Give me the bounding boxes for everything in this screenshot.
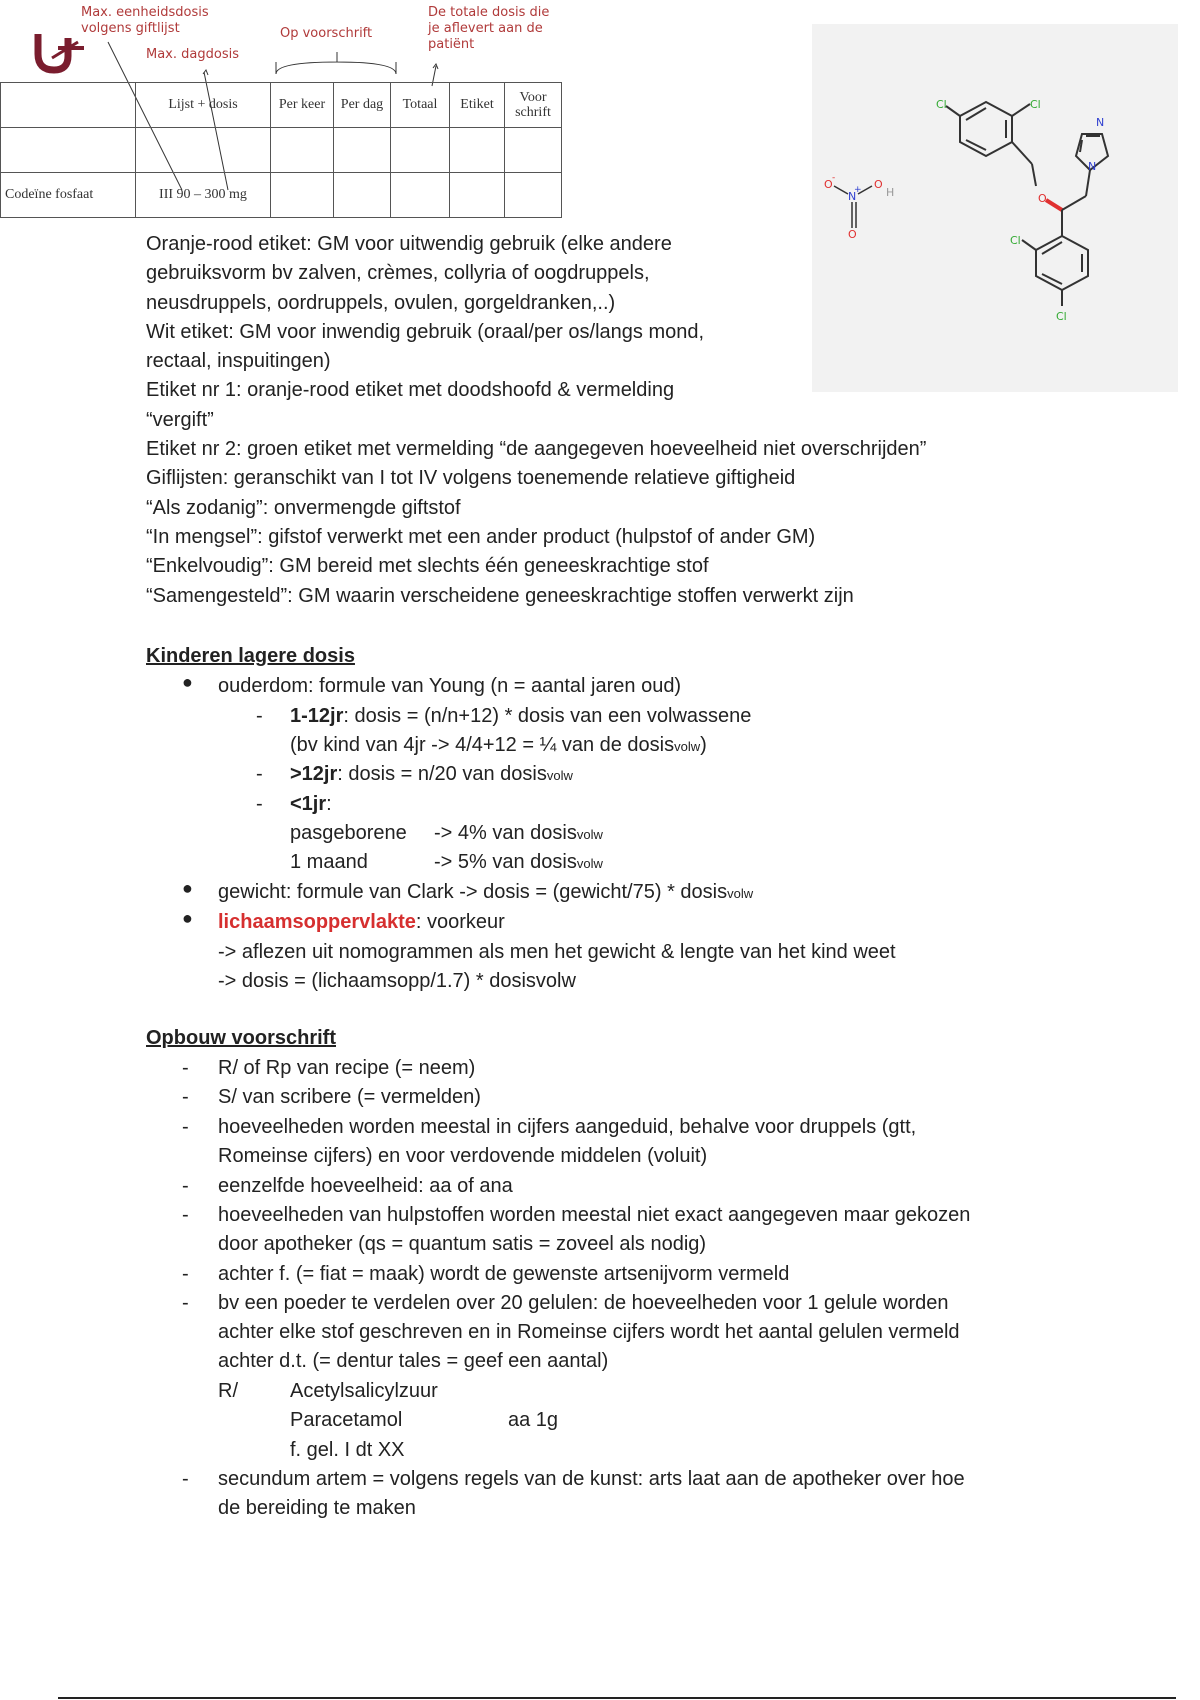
list-item: secundum artem = volgens regels van de kunst: arts laat aan de apotheker over hoe [218, 1468, 965, 1490]
age-range: >12jr [290, 763, 338, 785]
list-item: ouderdom: formule van Young (n = aantal jaren oud) [218, 675, 682, 697]
subscript: volw [576, 856, 603, 871]
section-heading-opbouw: Opbouw voorschrift [146, 1027, 336, 1049]
chlorine-atom-label: Cl [936, 98, 947, 111]
dash-marker: - [256, 763, 263, 785]
list-item [218, 908, 505, 937]
bullet-dot: ● [182, 908, 193, 928]
list-item: R/ of Rp van recipe (= neem) [218, 1057, 476, 1079]
list-item: hoeveelheden van hulpstoffen worden meestal niet exact aangegeven maar gekozen [218, 1204, 971, 1226]
recipe-line: Paracetamol [290, 1409, 403, 1431]
section-heading-kinderen: Kinderen lagere dosis [146, 645, 355, 667]
dash-marker: - [182, 1263, 189, 1285]
list-item-example [290, 731, 707, 761]
list-item-cont: Romeinse cijfers) en voor verdovende middelen (voluit) [218, 1145, 708, 1167]
nitrogen-atom-label: N [1088, 160, 1097, 173]
table-cell [271, 173, 334, 218]
text-line: gebruiksvorm bv zalven, crèmes, collyria of oogdruppels, [146, 262, 650, 285]
charge-plus: + [854, 185, 862, 195]
dash-marker: - [182, 1175, 189, 1197]
newborn-value [434, 819, 603, 849]
list-item: eenzelfde hoeveelheid: aa of ana [218, 1175, 513, 1197]
list-item: bv een poeder te verdelen over 20 gelulen: de hoeveelheden voor 1 gelule worden [218, 1292, 949, 1314]
subscript: volw [576, 827, 603, 842]
age-range: 1-12jr [290, 705, 344, 727]
nitrogen-atom-label: N [1096, 116, 1105, 129]
text-line: Giflijsten: geranschikt van I tot IV volgens toenemende relatieve giftigheid [146, 467, 796, 490]
list-item [290, 790, 332, 819]
table-row [1, 128, 562, 173]
charge-minus: - [832, 173, 836, 183]
subscript: volw [674, 739, 701, 754]
subscript: volw [727, 886, 754, 901]
chlorine-atom-label: Cl [1010, 234, 1021, 247]
recipe-r: R/ [218, 1380, 238, 1402]
oxygen-atom-label: O [1038, 192, 1047, 205]
table-header-total: Totaal [391, 83, 450, 128]
month-label: 1 maand [290, 851, 368, 873]
bottom-divider [58, 1697, 1176, 1699]
label-definitions [146, 230, 926, 611]
table-cell [334, 128, 391, 173]
chlorine-atom-label: Cl [1056, 310, 1067, 323]
table-cell-list-dose: III 90 – 300 mg [136, 173, 271, 218]
oxygen-atom-label: O [848, 228, 857, 241]
oxygen-atom-label: O [874, 178, 883, 191]
dash-marker: - [182, 1086, 189, 1108]
list-item [290, 760, 573, 790]
text-span: (bv kind van 4jr -> 4/4+12 = ¼ van de dosis [290, 734, 675, 756]
subscript: volw [546, 768, 573, 783]
chlorine-atom-label: Cl [1030, 98, 1041, 111]
text-line: Etiket nr 1: oranje-rood etiket met doodshoofd & vermelding [146, 379, 675, 402]
text-line: “vergift” [146, 408, 214, 431]
dash-marker: - [182, 1204, 189, 1226]
recipe-aa: aa 1g [508, 1409, 559, 1431]
list-item-detail: -> dosis = (lichaamsopp/1.7) * dosisvolw [218, 970, 576, 992]
newborn-label: pasgeborene [290, 822, 407, 844]
text-line: neusdruppels, oordruppels, ovulen, gorgeldranken,..) [146, 291, 616, 314]
dash-marker: - [182, 1468, 189, 1490]
bullet-dot: ● [182, 672, 193, 692]
table-row [1, 173, 562, 218]
text-line: rectaal, inspuitingen) [146, 350, 331, 373]
list-item-cont: achter d.t. (= dentur tales = geef een aantal) [218, 1350, 609, 1372]
text-span: -> 5% van dosis [434, 851, 577, 873]
text-span: ) [700, 734, 707, 756]
dash-marker: - [256, 793, 263, 815]
table-cell [450, 128, 505, 173]
table-header-row [1, 83, 562, 128]
table-cell [271, 128, 334, 173]
month-value [434, 848, 603, 878]
text-line: “In mengsel”: gifstof verwerkt met een ander product (hulpstof of ander GM) [146, 525, 816, 548]
bullet-dot: ● [182, 878, 193, 898]
table-cell [391, 173, 450, 218]
dash-marker: - [182, 1292, 189, 1314]
table-header-list-dose: Lijst + dosis [136, 83, 271, 128]
table-cell [505, 173, 562, 218]
text-line: “Enkelvoudig”: GM bereid met slechts één geneeskrachtige stof [146, 555, 709, 578]
poison-dose-table [0, 82, 562, 218]
list-item-cont: de bereiding te maken [218, 1497, 416, 1519]
table-header-per-day: Per dag [334, 83, 391, 128]
recipe-line: Acetylsalicylzuur [290, 1380, 438, 1402]
list-item [290, 702, 751, 731]
table-cell [1, 83, 136, 128]
text-line: “Samengesteld”: GM waarin verscheidene geneeskrachtige stoffen verwerkt zijn [146, 584, 854, 607]
text-line: Oranje-rood etiket: GM voor uitwendig gebruik (elke andere [146, 233, 672, 255]
table-cell-drug: Codeïne fosfaat [1, 173, 136, 218]
age-range: <1jr [290, 793, 327, 815]
text-span: : dosis = (n/n+12) * dosis van een volwassene [343, 705, 752, 727]
text-span: -> 4% van dosis [434, 822, 577, 844]
table-header-per-time: Per keer [271, 83, 334, 128]
list-item [218, 878, 753, 908]
recipe-line: f. gel. I dt XX [290, 1439, 405, 1461]
table-cell [136, 128, 271, 173]
nitrogen-atom-label: N [848, 190, 857, 203]
dash-marker: - [182, 1057, 189, 1079]
text-span: gewicht: formule van Clark -> dosis = (gewicht/75) * dosis [218, 881, 728, 903]
hydrogen-atom-label: H [886, 186, 895, 199]
list-item: achter f. (= fiat = maak) wordt de gewenste artsenijvorm vermeld [218, 1263, 790, 1285]
table-cell [505, 128, 562, 173]
table-cell [450, 173, 505, 218]
dash-marker: - [182, 1116, 189, 1138]
dash-marker: - [256, 705, 263, 727]
table-header-label: Etiket [450, 83, 505, 128]
annotation-prescription: Op voorschrift [280, 26, 373, 41]
list-item-detail: -> aflezen uit nomogrammen als men het gewicht & lengte van het kind weet [218, 941, 896, 963]
oxygen-atom-label: O [824, 178, 833, 191]
text-line: “Als zodanig”: onvermengde giftstof [146, 496, 461, 519]
text-span: : dosis = n/20 van dosis [337, 763, 547, 785]
list-item-cont: door apotheker (qs = quantum satis = zoveel als nodig) [218, 1233, 707, 1255]
text-line: Wit etiket: GM voor inwendig gebruik (oraal/per os/langs mond, [146, 320, 705, 343]
list-item: hoeveelheden worden meestal in cijfers aangeduid, behalve voor druppels (gtt, [218, 1116, 917, 1138]
table-cell [1, 128, 136, 173]
text-span: : voorkeur [415, 911, 505, 933]
annotation-total: De totale dosis die je aflevert aan de patiënt [428, 5, 550, 52]
table-cell [334, 173, 391, 218]
table-header-prescription: Voor schrift [505, 83, 562, 128]
table-cell [391, 128, 450, 173]
text-span: : [326, 793, 332, 815]
list-item-cont: achter elke stof geschreven en in Romeinse cijfers wordt het aantal gelulen vermeld [218, 1321, 960, 1343]
annotation-max-day: Max. dagdosis [146, 47, 239, 62]
text-line: Etiket nr 2: groen etiket met vermelding “de aangegeven hoeveelheid niet overschrijden” [146, 438, 927, 461]
list-item: S/ van scribere (= vermelden) [218, 1086, 481, 1108]
highlight-red: lichaamsoppervlakte [218, 911, 416, 933]
annotation-max-unit: Max. eenheidsdosis volgens giftlijst [81, 5, 209, 36]
